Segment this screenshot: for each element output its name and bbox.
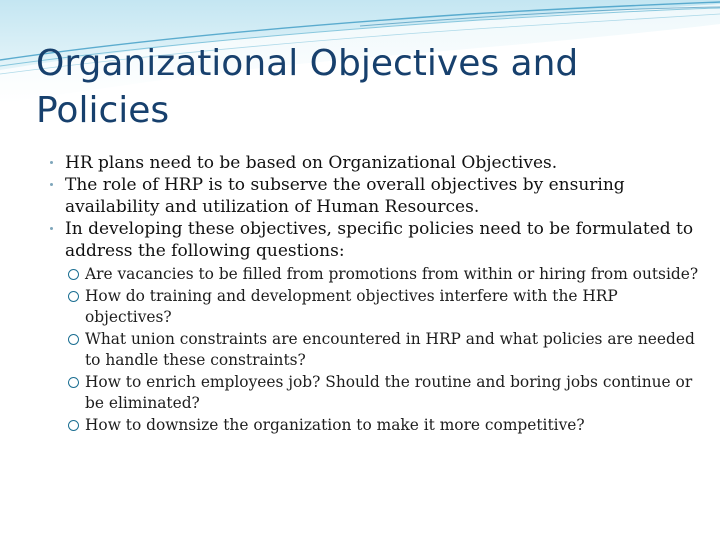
bullet-item [50, 218, 700, 436]
sub-bullet-text: What union constraints are encountered in HRP and what policies are needed to handle these constraints? [85, 329, 695, 369]
circle-bullet-icon [68, 269, 79, 280]
dot-bullet-icon [50, 227, 53, 230]
bullet-item [50, 174, 700, 218]
sub-bullet-text: How to enrich employees job? Should the routine and boring jobs continue or be eliminated? [85, 372, 693, 412]
bullet-text: The role of HRP is to subserve the overall objectives by ensuring availability and utilization of Human Resources. [65, 175, 625, 217]
sub-bullet-item [65, 372, 700, 415]
sub-bullet-item [65, 415, 700, 437]
sub-bullet-text: How to downsize the organization to make it more competitive? [85, 415, 585, 434]
bullet-text: HR plans need to be based on Organizational Objectives. [65, 153, 558, 173]
circle-bullet-icon [68, 291, 79, 302]
circle-bullet-icon [68, 334, 79, 345]
sub-bullet-item [65, 286, 700, 329]
circle-bullet-icon [68, 420, 79, 431]
bullet-item [50, 152, 700, 174]
bullet-text: In developing these objectives, specific policies need to be formulated to address the following questions: [65, 219, 694, 261]
circle-bullet-icon [68, 377, 79, 388]
sub-bullet-text: Are vacancies to be filled from promotions from within or hiring from outside? [85, 265, 699, 283]
dot-bullet-icon [50, 161, 53, 164]
sub-bullet-text: How do training and development objectives interfere with the HRP objectives? [85, 286, 618, 326]
bullet-list [50, 152, 700, 436]
sub-bullet-item [65, 264, 700, 286]
sub-bullet-item [65, 329, 700, 372]
sub-bullet-list [65, 264, 700, 436]
slide-title: Organizational Objectives and Policies [36, 43, 579, 131]
dot-bullet-icon [50, 183, 53, 186]
